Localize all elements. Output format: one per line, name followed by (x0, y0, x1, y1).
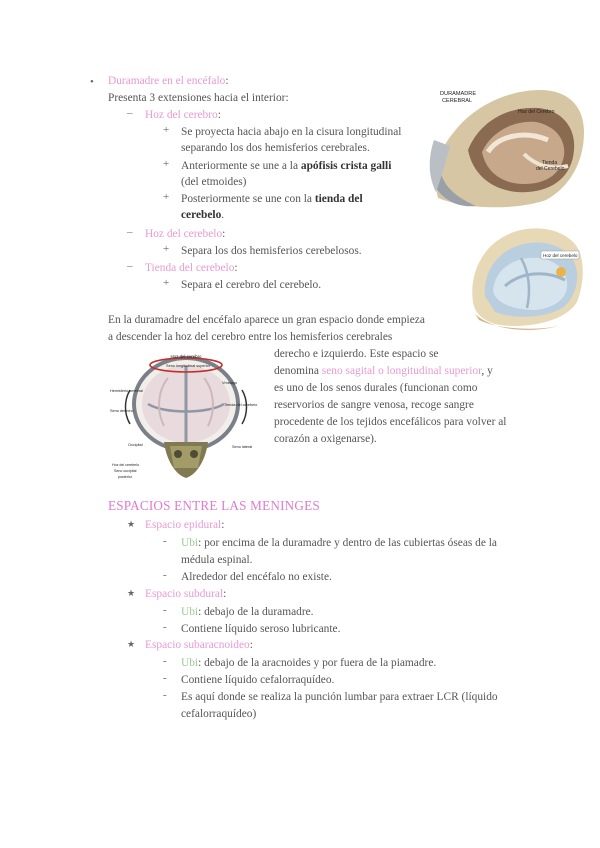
hoz-cerebro-item-1b: separando los dos hemisferios cerebrales. (181, 142, 370, 154)
plus-bullet: + (163, 158, 170, 170)
fig1-label-tienda: Tienda (542, 160, 558, 166)
section-title-duramadre: Duramadre en el encéfalo: (108, 75, 229, 87)
subdural-item-2: Contiene líquido seroso lubricante. (181, 623, 341, 635)
hoz-cerebro-item-3b: cerebelo. (181, 209, 225, 221)
figure-hoz-cerebelo (465, 210, 587, 334)
fig2-label-hoz-cerebelo: Hoz del cerebelo (543, 253, 578, 258)
dash-bullet: - (163, 689, 167, 701)
plus-bullet: + (163, 191, 170, 203)
star-bullet: ★ (127, 588, 136, 598)
paragraph-line-7: procedente de los tejidos encefálicos para volver al (274, 416, 507, 428)
bullet-dot: • (90, 76, 94, 88)
epidural-item-2: Alrededor del encéfalo no existe. (181, 571, 332, 583)
fig3-label-seno: Seno longitudinal superior (166, 364, 210, 368)
plus-bullet: + (163, 124, 170, 136)
epidural-ubi: Ubi: por encima de la duramadre y dentro de las cubiertas óseas de la (181, 537, 497, 549)
section-intro: Presenta 3 extensiones hacia el interior: (108, 92, 289, 104)
paragraph-line-5: es uno de los senos durales (funcionan como (274, 382, 478, 394)
fig3-label-bottom3: posterior (118, 475, 132, 479)
subtitle-subdural: Espacio subdural: (145, 588, 227, 600)
dash-bullet: - (163, 672, 167, 684)
subtitle-epidural: Espacio epidural: (145, 519, 225, 531)
seno-longitudinal-illustration (108, 350, 266, 485)
subdural-ubi: Ubi: debajo de la duramadre. (181, 606, 314, 618)
dash-bullet: – (127, 226, 133, 238)
duramadre-head-illustration (428, 80, 588, 208)
paragraph-line-1: En la duramadre del encéfalo aparece un gran espacio donde empieza (108, 314, 425, 326)
heading-espacios-meninges: ESPACIOS ENTRE LAS MENINGES (108, 498, 320, 513)
hoz-cerebro-item-3: Posteriormente se une con la tienda del (181, 193, 363, 205)
fig3-label-hoz: Hoz del cerebro (170, 354, 202, 359)
tienda-cerebelo-item: Separa el cerebro del cerebelo. (181, 279, 322, 291)
figure-seno-longitudinal (108, 350, 266, 485)
fig1-label-cerebral: CEREBRAL (442, 98, 473, 104)
subaracnoideo-item-3: Es aquí donde se realiza la punción lumbar para extraer LCR (líquido (181, 691, 498, 703)
fig1-label-cerebelo: del Cerebelo (536, 166, 565, 172)
star-bullet: ★ (127, 639, 136, 649)
paragraph-line-8: corazón a oxigenarse). (274, 433, 377, 445)
subtitle-subaracnoideo: Espacio subaracnoideo: (145, 639, 253, 651)
plus-bullet: + (163, 243, 170, 255)
paragraph-line-6: reservorios de sangre venosa, recoge sangre (274, 399, 474, 411)
subtitle-tienda-cerebelo: Tienda del cerebelo: (145, 262, 238, 274)
fig3-label-occipital: Occipital (128, 443, 143, 447)
dash-bullet: - (163, 569, 167, 581)
subtitle-hoz-cerebro: Hoz del cerebro: (145, 109, 221, 121)
subaracnoideo-item-3b: cefalorraquídeo) (181, 708, 257, 720)
dash-bullet: – (127, 260, 133, 272)
fig3-label-bottom1: Hoz del cerebelo (112, 463, 139, 467)
figure-duramadre-head (428, 80, 588, 208)
paragraph-line-2: a descender la hoz del cerebro entre los hemisferios cerebrales (108, 331, 393, 343)
epidural-ubi-2: médula espinal. (181, 554, 253, 566)
fig3-label-tienda: Tienda del cerebelo (224, 403, 258, 407)
fig3-label-seno-lateral: Seno lateral (232, 445, 253, 449)
subaracnoideo-item-2: Contiene líquido cefalorraquídeo. (181, 674, 335, 686)
star-bullet: ★ (127, 519, 136, 529)
hoz-cerebro-item-2b: (del etmoides) (181, 176, 247, 188)
paragraph-line-3: derecho e izquierdo. Este espacio se (274, 348, 439, 360)
plus-bullet: + (163, 277, 170, 289)
subaracnoideo-ubi: Ubi: debajo de la aracnoides y por fuera de la piamadre. (181, 657, 437, 669)
dash-bullet: - (163, 604, 167, 616)
fig3-label-bottom2: Seno occipital (114, 469, 137, 473)
hoz-cerebro-item-1: Se proyecta hacia abajo en la cisura longitudinal (181, 126, 402, 138)
paragraph-line-4: denomina seno sagital o longitudinal superior, y (274, 365, 493, 377)
fig3-label-seno-derecho: Seno derecho (110, 409, 134, 413)
fig3-label-vmbiago: Vmbiago (222, 381, 237, 385)
hoz-cerebro-item-2: Anteriormente se une a la apófisis crista galli (181, 160, 392, 172)
hoz-cerebelo-item: Separa los dos hemisferios cerebelosos. (181, 245, 362, 257)
dash-bullet: - (163, 535, 167, 547)
hoz-cerebelo-illustration (465, 210, 587, 334)
fig3-label-hemisferio: Hemisferio cerebral (110, 389, 143, 393)
fig1-label-hoz: Hoz del Cerebro (518, 109, 555, 115)
fig1-label-duramadre: DURAMADRE (440, 91, 477, 97)
dash-bullet: – (127, 107, 133, 119)
subtitle-hoz-cerebelo: Hoz del cerebelo: (145, 228, 226, 240)
dash-bullet: - (163, 621, 167, 633)
dash-bullet: - (163, 655, 167, 667)
